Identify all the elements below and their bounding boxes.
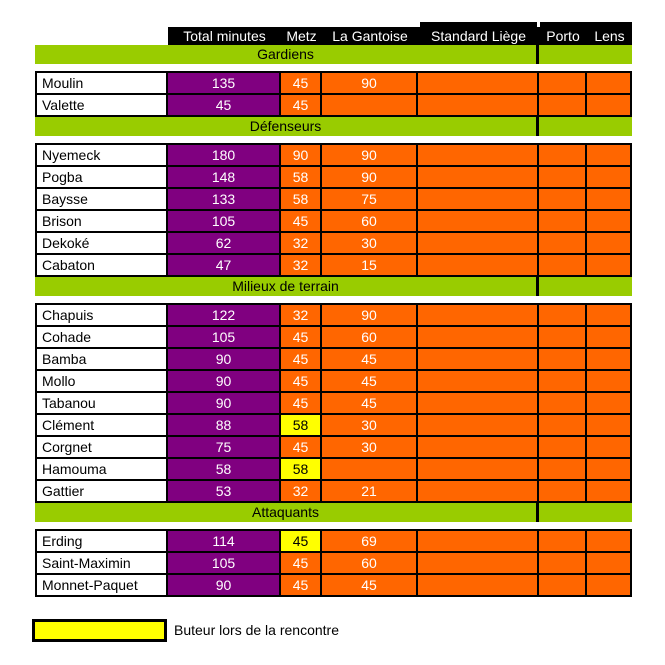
standard-liege-cell <box>418 167 539 189</box>
lens-cell <box>587 327 632 349</box>
table-row <box>37 211 632 233</box>
standard-liege-cell <box>418 305 539 327</box>
standard-liege-cell <box>418 481 539 503</box>
player-name-cell: Cohade <box>37 327 168 349</box>
metz-cell: 45 <box>281 553 322 575</box>
la-gantoise-cell: 60 <box>322 553 418 575</box>
standard-liege-cell <box>418 575 539 597</box>
porto-cell <box>539 189 587 211</box>
metz-scorer-cell: 58 <box>281 415 322 437</box>
porto-cell <box>539 211 587 233</box>
section-header-right-segment <box>539 45 632 64</box>
legend-label: Buteur lors de la rencontre <box>174 622 339 638</box>
lens-cell <box>587 95 632 117</box>
table-row <box>37 553 632 575</box>
player-name-cell: Brison <box>37 211 168 233</box>
total-minutes-cell: 90 <box>168 393 281 415</box>
defenseurs-block <box>35 143 632 277</box>
section-title: Gardiens <box>35 45 539 64</box>
standard-liege-cell <box>418 73 539 95</box>
player-name-cell: Chapuis <box>37 305 168 327</box>
metz-cell: 45 <box>281 73 322 95</box>
standard-liege-cell <box>418 233 539 255</box>
porto-cell <box>539 553 587 575</box>
la-gantoise-cell: 30 <box>322 437 418 459</box>
player-name-cell: Mollo <box>37 371 168 393</box>
table-row <box>37 393 632 415</box>
la-gantoise-cell: 90 <box>322 145 418 167</box>
porto-cell <box>539 145 587 167</box>
porto-cell <box>539 437 587 459</box>
metz-cell: 45 <box>281 349 322 371</box>
metz-cell: 58 <box>281 167 322 189</box>
legend <box>32 619 339 642</box>
player-name-cell: Bamba <box>37 349 168 371</box>
player-name-cell: Dekoké <box>37 233 168 255</box>
porto-cell <box>539 327 587 349</box>
total-minutes-cell: 88 <box>168 415 281 437</box>
player-name-cell: Clément <box>37 415 168 437</box>
lens-cell <box>587 305 632 327</box>
table-row <box>37 371 632 393</box>
la-gantoise-cell: 75 <box>322 189 418 211</box>
table-row <box>37 233 632 255</box>
total-minutes-cell: 105 <box>168 327 281 349</box>
standard-liege-cell <box>418 95 539 117</box>
section-header-milieux <box>35 277 632 296</box>
lens-cell <box>587 553 632 575</box>
table-row <box>37 349 632 371</box>
total-minutes-cell: 90 <box>168 575 281 597</box>
lens-cell <box>587 73 632 95</box>
lens-cell <box>587 415 632 437</box>
player-name-cell: Nyemeck <box>37 145 168 167</box>
porto-cell <box>539 459 587 481</box>
section-spacer <box>35 522 632 529</box>
legend-yellow-swatch <box>32 619 167 642</box>
metz-cell: 58 <box>281 189 322 211</box>
minutes-table <box>35 22 632 597</box>
lens-cell <box>587 255 632 277</box>
table-row <box>37 575 632 597</box>
la-gantoise-cell: 15 <box>322 255 418 277</box>
standard-liege-cell <box>418 415 539 437</box>
total-minutes-cell: 90 <box>168 349 281 371</box>
metz-scorer-cell: 58 <box>281 459 322 481</box>
standard-liege-cell <box>418 371 539 393</box>
standard-liege-cell <box>418 327 539 349</box>
lens-cell <box>587 437 632 459</box>
player-name-cell: Corgnet <box>37 437 168 459</box>
standard-liege-cell <box>418 145 539 167</box>
section-header-right-segment <box>539 117 632 136</box>
lens-cell <box>587 349 632 371</box>
player-name-cell: Gattier <box>37 481 168 503</box>
section-header-defenseurs <box>35 117 632 136</box>
standard-liege-cell <box>418 459 539 481</box>
total-minutes-cell: 122 <box>168 305 281 327</box>
player-name-cell: Baysse <box>37 189 168 211</box>
metz-cell: 45 <box>281 327 322 349</box>
table-row <box>37 73 632 95</box>
milieux-block <box>35 303 632 503</box>
la-gantoise-cell: 45 <box>322 575 418 597</box>
standard-liege-cell <box>418 531 539 553</box>
la-gantoise-cell: 60 <box>322 327 418 349</box>
header-bar <box>168 27 632 45</box>
col-header-total-minutes: Total minutes <box>183 28 266 44</box>
porto-cell <box>539 531 587 553</box>
la-gantoise-cell: 45 <box>322 393 418 415</box>
player-name-cell: Erding <box>37 531 168 553</box>
metz-cell: 32 <box>281 255 322 277</box>
la-gantoise-cell: 45 <box>322 371 418 393</box>
header-riser-porto-lens <box>540 22 632 27</box>
standard-liege-cell <box>418 437 539 459</box>
section-title: Attaquants <box>35 503 539 522</box>
header-spacer <box>35 27 168 45</box>
player-name-cell: Cabaton <box>37 255 168 277</box>
table-row <box>37 437 632 459</box>
la-gantoise-cell: 90 <box>322 73 418 95</box>
table-row <box>37 255 632 277</box>
column-header-row <box>35 27 632 45</box>
la-gantoise-cell: 90 <box>322 305 418 327</box>
total-minutes-cell: 90 <box>168 371 281 393</box>
total-minutes-cell: 58 <box>168 459 281 481</box>
porto-cell <box>539 349 587 371</box>
lens-cell <box>587 531 632 553</box>
total-minutes-cell: 148 <box>168 167 281 189</box>
player-name-cell: Pogba <box>37 167 168 189</box>
la-gantoise-cell <box>322 95 418 117</box>
porto-cell <box>539 167 587 189</box>
total-minutes-cell: 180 <box>168 145 281 167</box>
table-row <box>37 189 632 211</box>
porto-cell <box>539 415 587 437</box>
porto-cell <box>539 95 587 117</box>
metz-cell: 32 <box>281 305 322 327</box>
metz-scorer-cell: 45 <box>281 531 322 553</box>
metz-cell: 32 <box>281 481 322 503</box>
table-row <box>37 459 632 481</box>
standard-liege-cell <box>418 553 539 575</box>
metz-cell: 45 <box>281 437 322 459</box>
total-minutes-cell: 47 <box>168 255 281 277</box>
total-minutes-cell: 62 <box>168 233 281 255</box>
standard-liege-cell <box>418 211 539 233</box>
metz-cell: 45 <box>281 575 322 597</box>
la-gantoise-cell: 90 <box>322 167 418 189</box>
col-header-la-gantoise: La Gantoise <box>332 28 408 44</box>
lens-cell <box>587 211 632 233</box>
metz-cell: 45 <box>281 393 322 415</box>
section-header-right-segment <box>539 503 632 522</box>
total-minutes-cell: 105 <box>168 211 281 233</box>
porto-cell <box>539 575 587 597</box>
lens-cell <box>587 189 632 211</box>
player-name-cell: Tabanou <box>37 393 168 415</box>
lens-cell <box>587 459 632 481</box>
section-title: Défenseurs <box>35 117 539 136</box>
total-minutes-cell: 114 <box>168 531 281 553</box>
lens-cell <box>587 393 632 415</box>
la-gantoise-cell: 45 <box>322 349 418 371</box>
player-name-cell: Hamouma <box>37 459 168 481</box>
table-row <box>37 145 632 167</box>
section-title: Milieux de terrain <box>35 277 539 296</box>
table-row <box>37 95 632 117</box>
player-name-cell: Moulin <box>37 73 168 95</box>
lens-cell <box>587 575 632 597</box>
section-spacer <box>35 296 632 303</box>
player-name-cell: Valette <box>37 95 168 117</box>
section-header-right-segment <box>539 277 632 296</box>
standard-liege-cell <box>418 393 539 415</box>
section-spacer <box>35 64 632 71</box>
la-gantoise-cell: 21 <box>322 481 418 503</box>
table-row <box>37 327 632 349</box>
la-gantoise-cell: 60 <box>322 211 418 233</box>
metz-cell: 45 <box>281 371 322 393</box>
lens-cell <box>587 371 632 393</box>
lens-cell <box>587 145 632 167</box>
metz-cell: 45 <box>281 95 322 117</box>
porto-cell <box>539 393 587 415</box>
table-row <box>37 481 632 503</box>
table-row <box>37 531 632 553</box>
standard-liege-cell <box>418 255 539 277</box>
total-minutes-cell: 105 <box>168 553 281 575</box>
standard-liege-cell <box>418 349 539 371</box>
total-minutes-cell: 75 <box>168 437 281 459</box>
la-gantoise-cell: 30 <box>322 233 418 255</box>
lens-cell <box>587 233 632 255</box>
col-header-standard-liege: Standard Liège <box>431 28 526 44</box>
metz-cell: 90 <box>281 145 322 167</box>
total-minutes-cell: 53 <box>168 481 281 503</box>
metz-cell: 32 <box>281 233 322 255</box>
metz-cell: 45 <box>281 211 322 233</box>
lens-cell <box>587 481 632 503</box>
attaquants-block <box>35 529 632 597</box>
porto-cell <box>539 371 587 393</box>
header-riser-standard <box>420 22 537 27</box>
table-row <box>37 415 632 437</box>
porto-cell <box>539 305 587 327</box>
porto-cell <box>539 73 587 95</box>
lens-cell <box>587 167 632 189</box>
player-name-cell: Saint-Maximin <box>37 553 168 575</box>
total-minutes-cell: 135 <box>168 73 281 95</box>
section-spacer <box>35 136 632 143</box>
porto-cell <box>539 233 587 255</box>
section-header-attaquants <box>35 503 632 522</box>
col-header-porto: Porto <box>546 28 580 44</box>
la-gantoise-cell: 30 <box>322 415 418 437</box>
la-gantoise-cell <box>322 459 418 481</box>
player-name-cell: Monnet-Paquet <box>37 575 168 597</box>
la-gantoise-cell: 69 <box>322 531 418 553</box>
total-minutes-cell: 133 <box>168 189 281 211</box>
gardiens-block <box>35 71 632 117</box>
standard-liege-cell <box>418 189 539 211</box>
col-header-lens: Lens <box>594 28 625 44</box>
header-riser <box>35 22 632 27</box>
porto-cell <box>539 255 587 277</box>
col-header-metz: Metz <box>286 28 317 44</box>
table-row <box>37 167 632 189</box>
table-row <box>37 305 632 327</box>
total-minutes-cell: 45 <box>168 95 281 117</box>
section-header-gardiens <box>35 45 632 64</box>
porto-cell <box>539 481 587 503</box>
